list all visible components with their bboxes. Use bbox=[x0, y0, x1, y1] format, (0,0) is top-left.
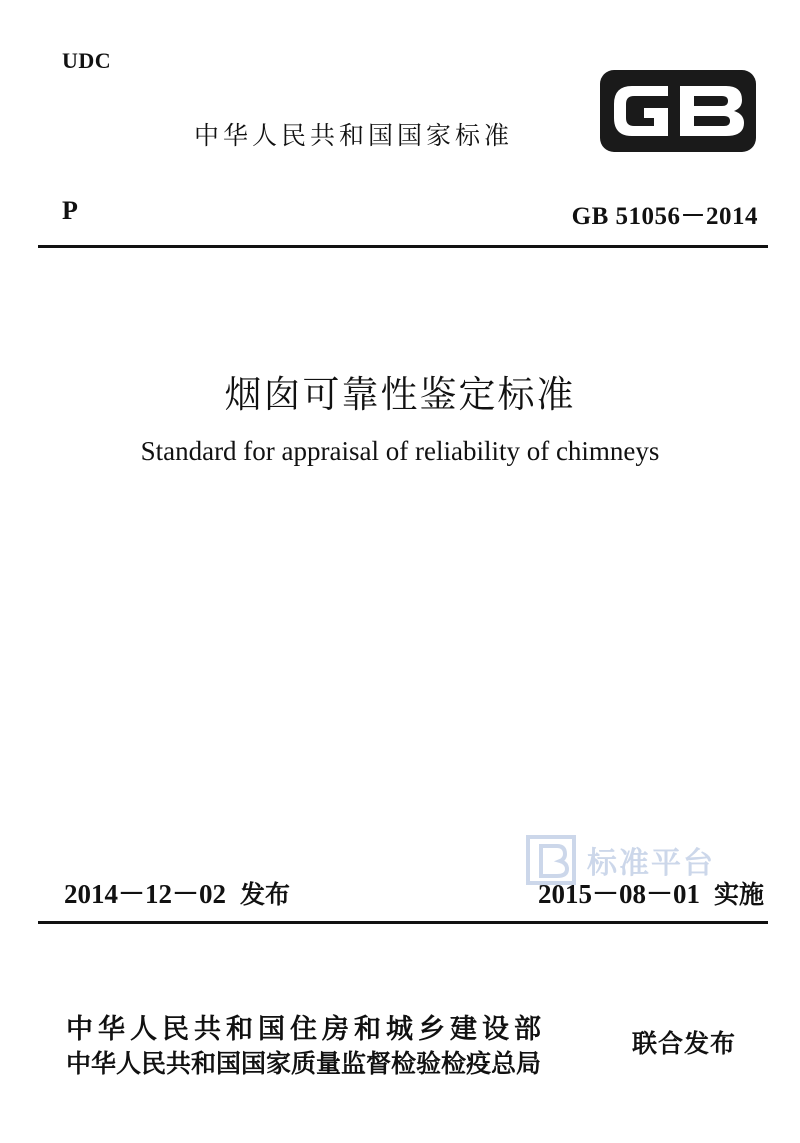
standard-number: GB 51056－2014 bbox=[571, 203, 758, 230]
standard-type: 中华人民共和国国家标准 bbox=[194, 121, 514, 150]
effective-date-value: 2015－08－01 bbox=[537, 879, 700, 909]
joint-issue-label: 联合发布 bbox=[632, 1029, 737, 1058]
effective-label: 实施 bbox=[713, 880, 764, 909]
watermark-text: 标准平台 bbox=[587, 846, 715, 881]
gb-logo-icon bbox=[598, 68, 758, 154]
title-chinese: 烟囱可靠性鉴定标准 bbox=[224, 373, 576, 416]
title-english: Standard for appraisal of reliability of chimneys bbox=[140, 436, 660, 466]
issued-date-value: 2014－12－02 bbox=[64, 879, 226, 909]
svg-text:GB: GB bbox=[677, 114, 679, 115]
udc-label: UDC bbox=[62, 48, 112, 73]
issuer-ministry: 中华人民共和国住房和城乡建设部 bbox=[66, 1014, 546, 1045]
category-code: P bbox=[62, 196, 78, 225]
effective-date bbox=[538, 872, 764, 911]
issued-date bbox=[64, 872, 290, 911]
issued-label: 发布 bbox=[240, 880, 291, 909]
issuer-aqsiq: 中华人民共和国国家质量监督检验检疫总局 bbox=[66, 1049, 542, 1078]
top-divider bbox=[38, 245, 768, 248]
bottom-divider bbox=[38, 921, 768, 924]
gb-logo bbox=[598, 68, 758, 154]
